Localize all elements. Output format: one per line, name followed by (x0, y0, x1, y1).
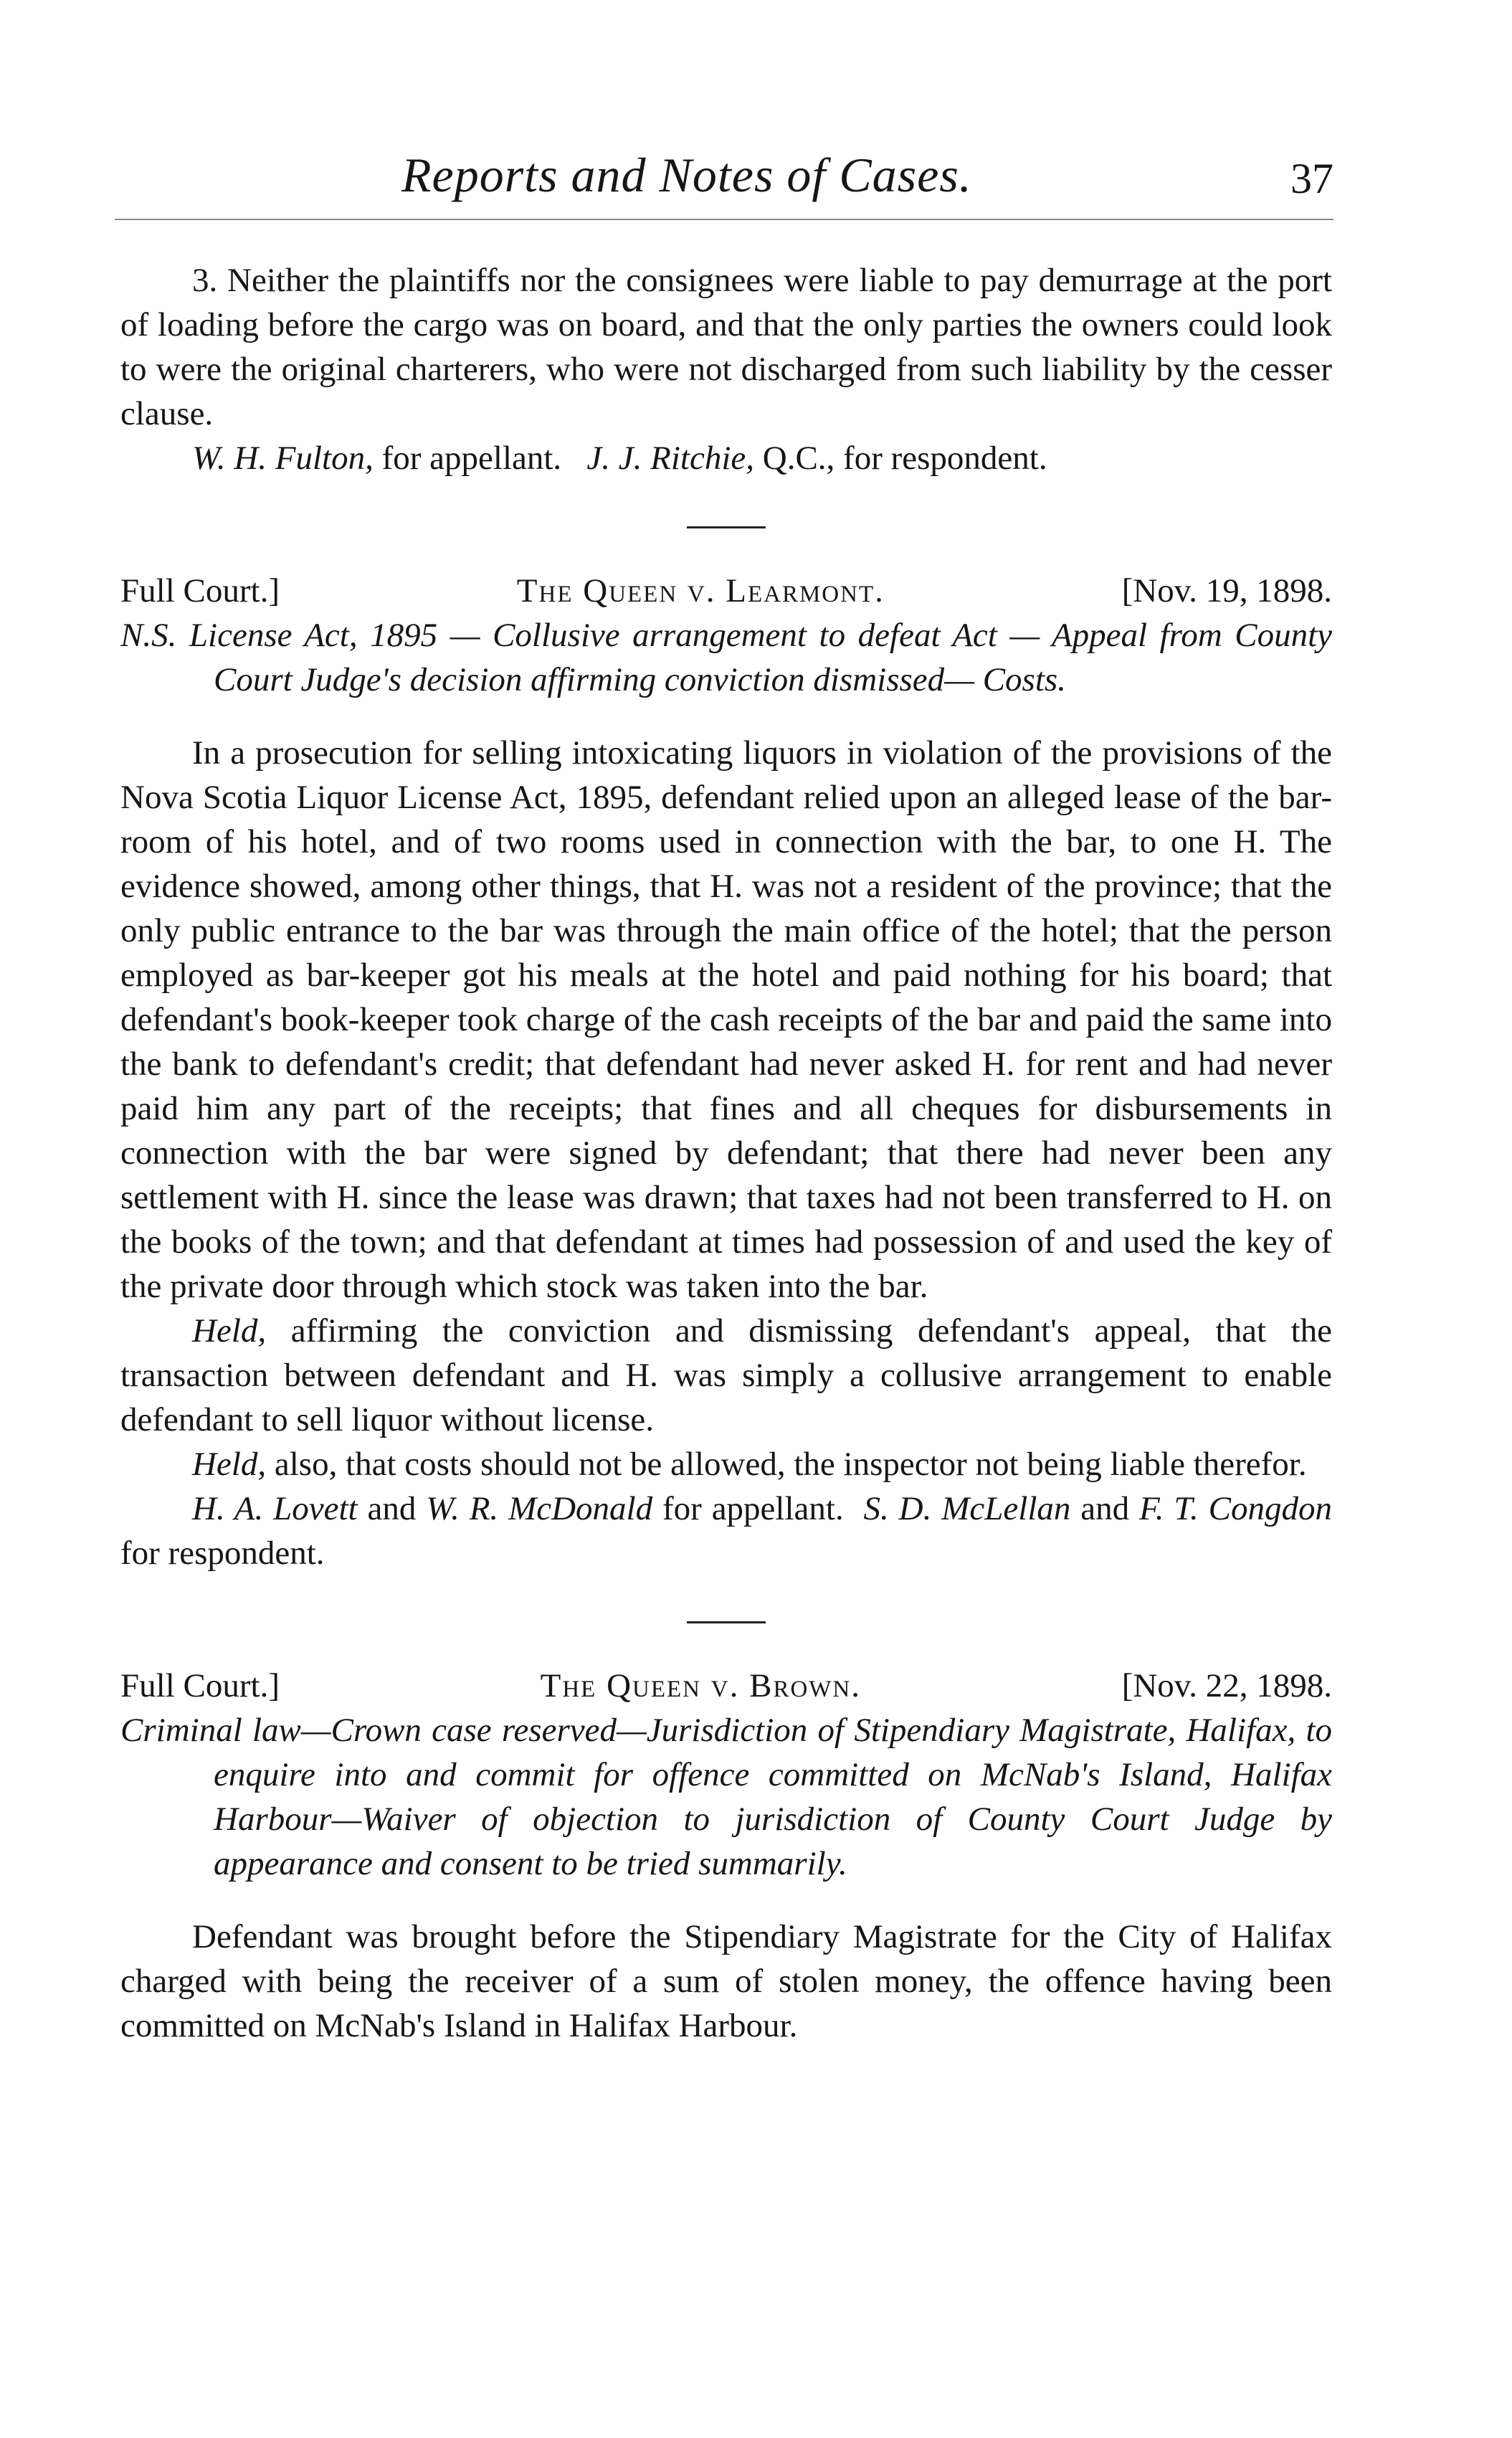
section-divider (687, 526, 766, 528)
prev-case-counsel (120, 436, 1332, 480)
running-title: Reports and Notes of Cases. (401, 148, 972, 202)
counsel-name: S. D. McLellan (863, 1490, 1071, 1527)
counsel-and: and (1070, 1490, 1140, 1527)
case-held-2 (120, 1442, 1332, 1486)
case-heading-brown (120, 1664, 1332, 1708)
case-catchwords: Criminal law—Crown case reserved—Jurisdiction of Stipendiary Magistrate, Halifax, to enquire into and commit for offence committed on McNab's Island, Halifax Harbour—Waiver of objection to jurisdiction of County Court Judge by appearance and consent to be tried summarily. (120, 1712, 1332, 1882)
section-divider (687, 1621, 766, 1623)
case-court: Full Court.] (120, 1667, 280, 1704)
counsel-name: H. A. Lovett (192, 1490, 358, 1527)
case-title: The Queen v. Brown. (540, 1667, 862, 1704)
counsel-appellant-name: W. H. Fulton, (192, 440, 374, 477)
counsel-name: W. R. McDonald (426, 1490, 653, 1527)
case-held-1 (120, 1309, 1332, 1442)
counsel-role: for appellant. (652, 1490, 854, 1527)
held-label: Held, (192, 1312, 267, 1350)
held-label: Held, (192, 1446, 267, 1483)
case-court: Full Court.] (120, 572, 280, 610)
held-text: affirming the conviction and dismissing defendant's appeal, that the transaction between defendant and H. was simply a collusive arrangement to enable defendant to sell liquor without license. (120, 1312, 1332, 1438)
counsel-role: for respondent. (120, 1535, 325, 1572)
page-body (120, 258, 1332, 2048)
header-rule (115, 219, 1333, 220)
case-heading-learmont (120, 569, 1332, 613)
case-title: The Queen v. Learmont. (516, 572, 885, 610)
case-counsel (120, 1486, 1332, 1575)
counsel-appellant-role: for appellant. (373, 440, 562, 477)
case-facts: Defendant was brought before the Stipendiary Magistrate for the City of Halifax charged with being the receiver of a sum of stolen money, the offence having been committed on McNab's Island in Halifax Harbour. (120, 1918, 1332, 2044)
case-date: [Nov. 22, 1898. (1121, 1667, 1332, 1704)
case-facts: In a prosecution for selling intoxicating liquors in violation of the provisions of the Nova Scotia Liquor License Act, 1895, defendant relied upon an alleged lease of the bar-room of his hotel, and of two rooms used in connection with the bar, to one H. The evidence showed, among other things, that H. was not a resident of the province; that the only public entrance to the bar was through the main office of the hotel; that the person employed as bar-keeper got his meals at the hotel and paid nothing for his board; that defendant's book-keeper took charge of the cash receipts of the bar and paid the same into the bank to defendant's credit; that defendant had never asked H. for rent and had never paid him any part of the receipts; that fines and all cheques for disbursements in connection with the bar were signed by defendant; that there had never been any settlement with H. since the lease was drawn; that taxes had not been transferred to H. on the books of the town; and that defendant at times had possession of and used the key of the private door through which stock was taken into the bar. (120, 734, 1332, 1305)
counsel-and: and (357, 1490, 427, 1527)
case-date: [Nov. 19, 1898. (1121, 572, 1332, 610)
case-catchwords: N.S. License Act, 1895 — Collusive arrangement to defeat Act — Appeal from County Court Judge's decision affirming conviction dismissed— Costs. (120, 617, 1332, 698)
counsel-respondent-name: J. J. Ritchie, (586, 440, 754, 477)
page-header (115, 147, 1333, 212)
prev-case-point-3: 3. Neither the plaintiffs nor the consignees were liable to pay demurrage at the port of loading before the cargo was on board, and that the only parties the owners could look to were the original charterers, who were not discharged from such liability by the cesser clause. (120, 262, 1332, 432)
counsel-name: F. T. Congdon (1139, 1490, 1332, 1527)
held-text: also, that costs should not be allowed, the inspector not being liable therefor. (266, 1446, 1307, 1483)
counsel-respondent-role: Q.C., for respondent. (754, 440, 1047, 477)
page-number: 37 (1290, 155, 1333, 202)
